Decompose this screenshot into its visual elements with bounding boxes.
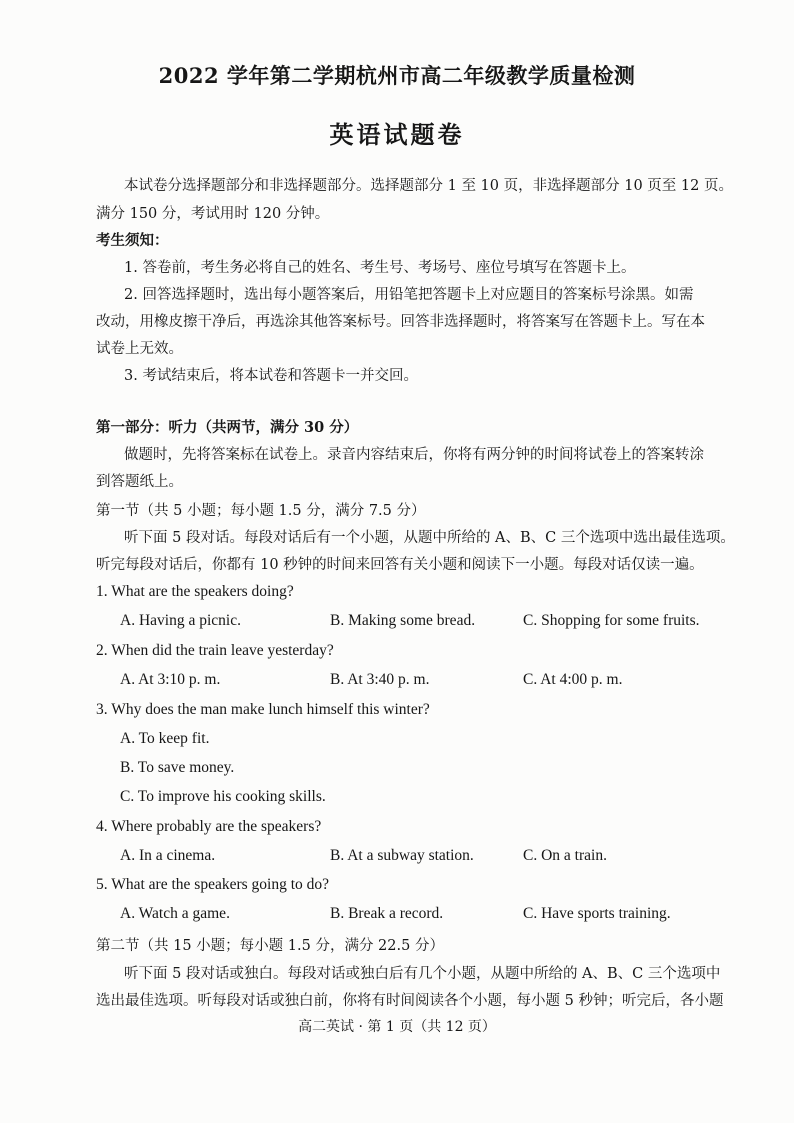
- question-1: [96, 583, 294, 601]
- notice-item-3: 3. 考试结束后，将本试卷和答题卡一并交回。: [124, 368, 418, 384]
- question-3: [96, 701, 430, 719]
- intro-line-1: 本试卷分选择题部分和非选择题部分。选择题部分 1 至 10 页，非选择题部分 10 页至 12 页。: [124, 178, 733, 194]
- exam-subtitle: 英语试题卷: [329, 120, 465, 149]
- q4-option-a: A. In a cinema.: [120, 847, 216, 864]
- section1-desc-line-1: 听下面 5 段对话。每段对话后有一个小题，从题中所给的 A、B、C 三个选项中选出最佳选项。: [124, 530, 735, 546]
- q5-option-b: B. Break a record.: [330, 905, 444, 922]
- section2-heading: 第二节（共 15 小题；每小题 1.5 分，满分 22.5 分）: [96, 938, 444, 954]
- q2-option-b: B. At 3:40 p. m.: [330, 671, 430, 688]
- question-text: What are the speakers doing?: [111, 583, 294, 600]
- question-text: Why does the man make lunch himself this winter?: [111, 701, 430, 718]
- section1-desc-line-2: 听完每段对话后，你都有 10 秒钟的时间来回答有关小题和阅读下一小题。每段对话仅读一遍。: [96, 557, 704, 573]
- q1-option-a: A. Having a picnic.: [120, 612, 241, 629]
- question-5: [96, 876, 329, 894]
- exam-title: 2022 学年第二学期杭州市高二年级教学质量检测: [158, 63, 636, 88]
- notice-item-2-line-3: 试卷上无效。: [96, 341, 183, 357]
- q3-option-a: A. To keep fit.: [120, 730, 210, 747]
- notice-item-2-line-2: 改动，用橡皮擦干净后，再选涂其他答案标号。回答非选择题时，将答案写在答题卡上。写在本: [96, 314, 705, 330]
- q3-option-b: B. To save money.: [120, 759, 235, 776]
- question-number: 2.: [96, 642, 108, 659]
- notice-heading: 考生须知：: [96, 232, 169, 249]
- q5-option-a: A. Watch a game.: [120, 905, 230, 922]
- page-footer: 高二英试 · 第 1 页（共 12 页）: [298, 1019, 496, 1035]
- q1-option-c: C. Shopping for some fruits.: [523, 612, 700, 629]
- part1-desc-line-1: 做题时，先将答案标在试卷上。录音内容结束后，你将有两分钟的时间将试卷上的答案转涂: [124, 447, 704, 463]
- part1-heading: 第一部分：听力（共两节，满分 30 分）: [96, 419, 359, 436]
- section2-desc-line-1: 听下面 5 段对话或独白。每段对话或独白后有几个小题，从题中所给的 A、B、C 三个选项中: [124, 966, 721, 982]
- q1-option-b: B. Making some bread.: [330, 612, 476, 629]
- q2-option-c: C. At 4:00 p. m.: [523, 671, 623, 688]
- notice-item-1: 1. 答卷前，考生务必将自己的姓名、考生号、考场号、座位号填写在答题卡上。: [124, 260, 636, 276]
- part1-desc-line-2: 到答题纸上。: [96, 474, 183, 490]
- q4-option-b: B. At a subway station.: [330, 847, 474, 864]
- q3-option-c: C. To improve his cooking skills.: [120, 788, 326, 805]
- question-number: 1.: [96, 583, 108, 600]
- question-number: 3.: [96, 701, 108, 718]
- question-2: [96, 642, 334, 660]
- q4-option-c: C. On a train.: [523, 847, 607, 864]
- intro-line-2: 满分 150 分，考试用时 120 分钟。: [96, 206, 330, 222]
- question-text: What are the speakers going to do?: [111, 876, 330, 893]
- question-number: 4.: [96, 818, 108, 835]
- section1-heading: 第一节（共 5 小题；每小题 1.5 分，满分 7.5 分）: [96, 503, 426, 519]
- question-4: [96, 818, 321, 836]
- section2-desc-line-2: 选出最佳选项。听每段对话或独白前，你将有时间阅读各个小题，每小题 5 秒钟；听完后，各小题: [96, 993, 724, 1009]
- question-text: Where probably are the speakers?: [111, 818, 322, 835]
- q2-option-a: A. At 3:10 p. m.: [120, 671, 221, 688]
- notice-item-2-line-1: 2. 回答选择题时，选出每小题答案后，用铅笔把答题卡上对应题目的答案标号涂黑。如需: [124, 287, 694, 303]
- question-number: 5.: [96, 876, 108, 893]
- question-text: When did the train leave yesterday?: [111, 642, 334, 659]
- q5-option-c: C. Have sports training.: [523, 905, 671, 922]
